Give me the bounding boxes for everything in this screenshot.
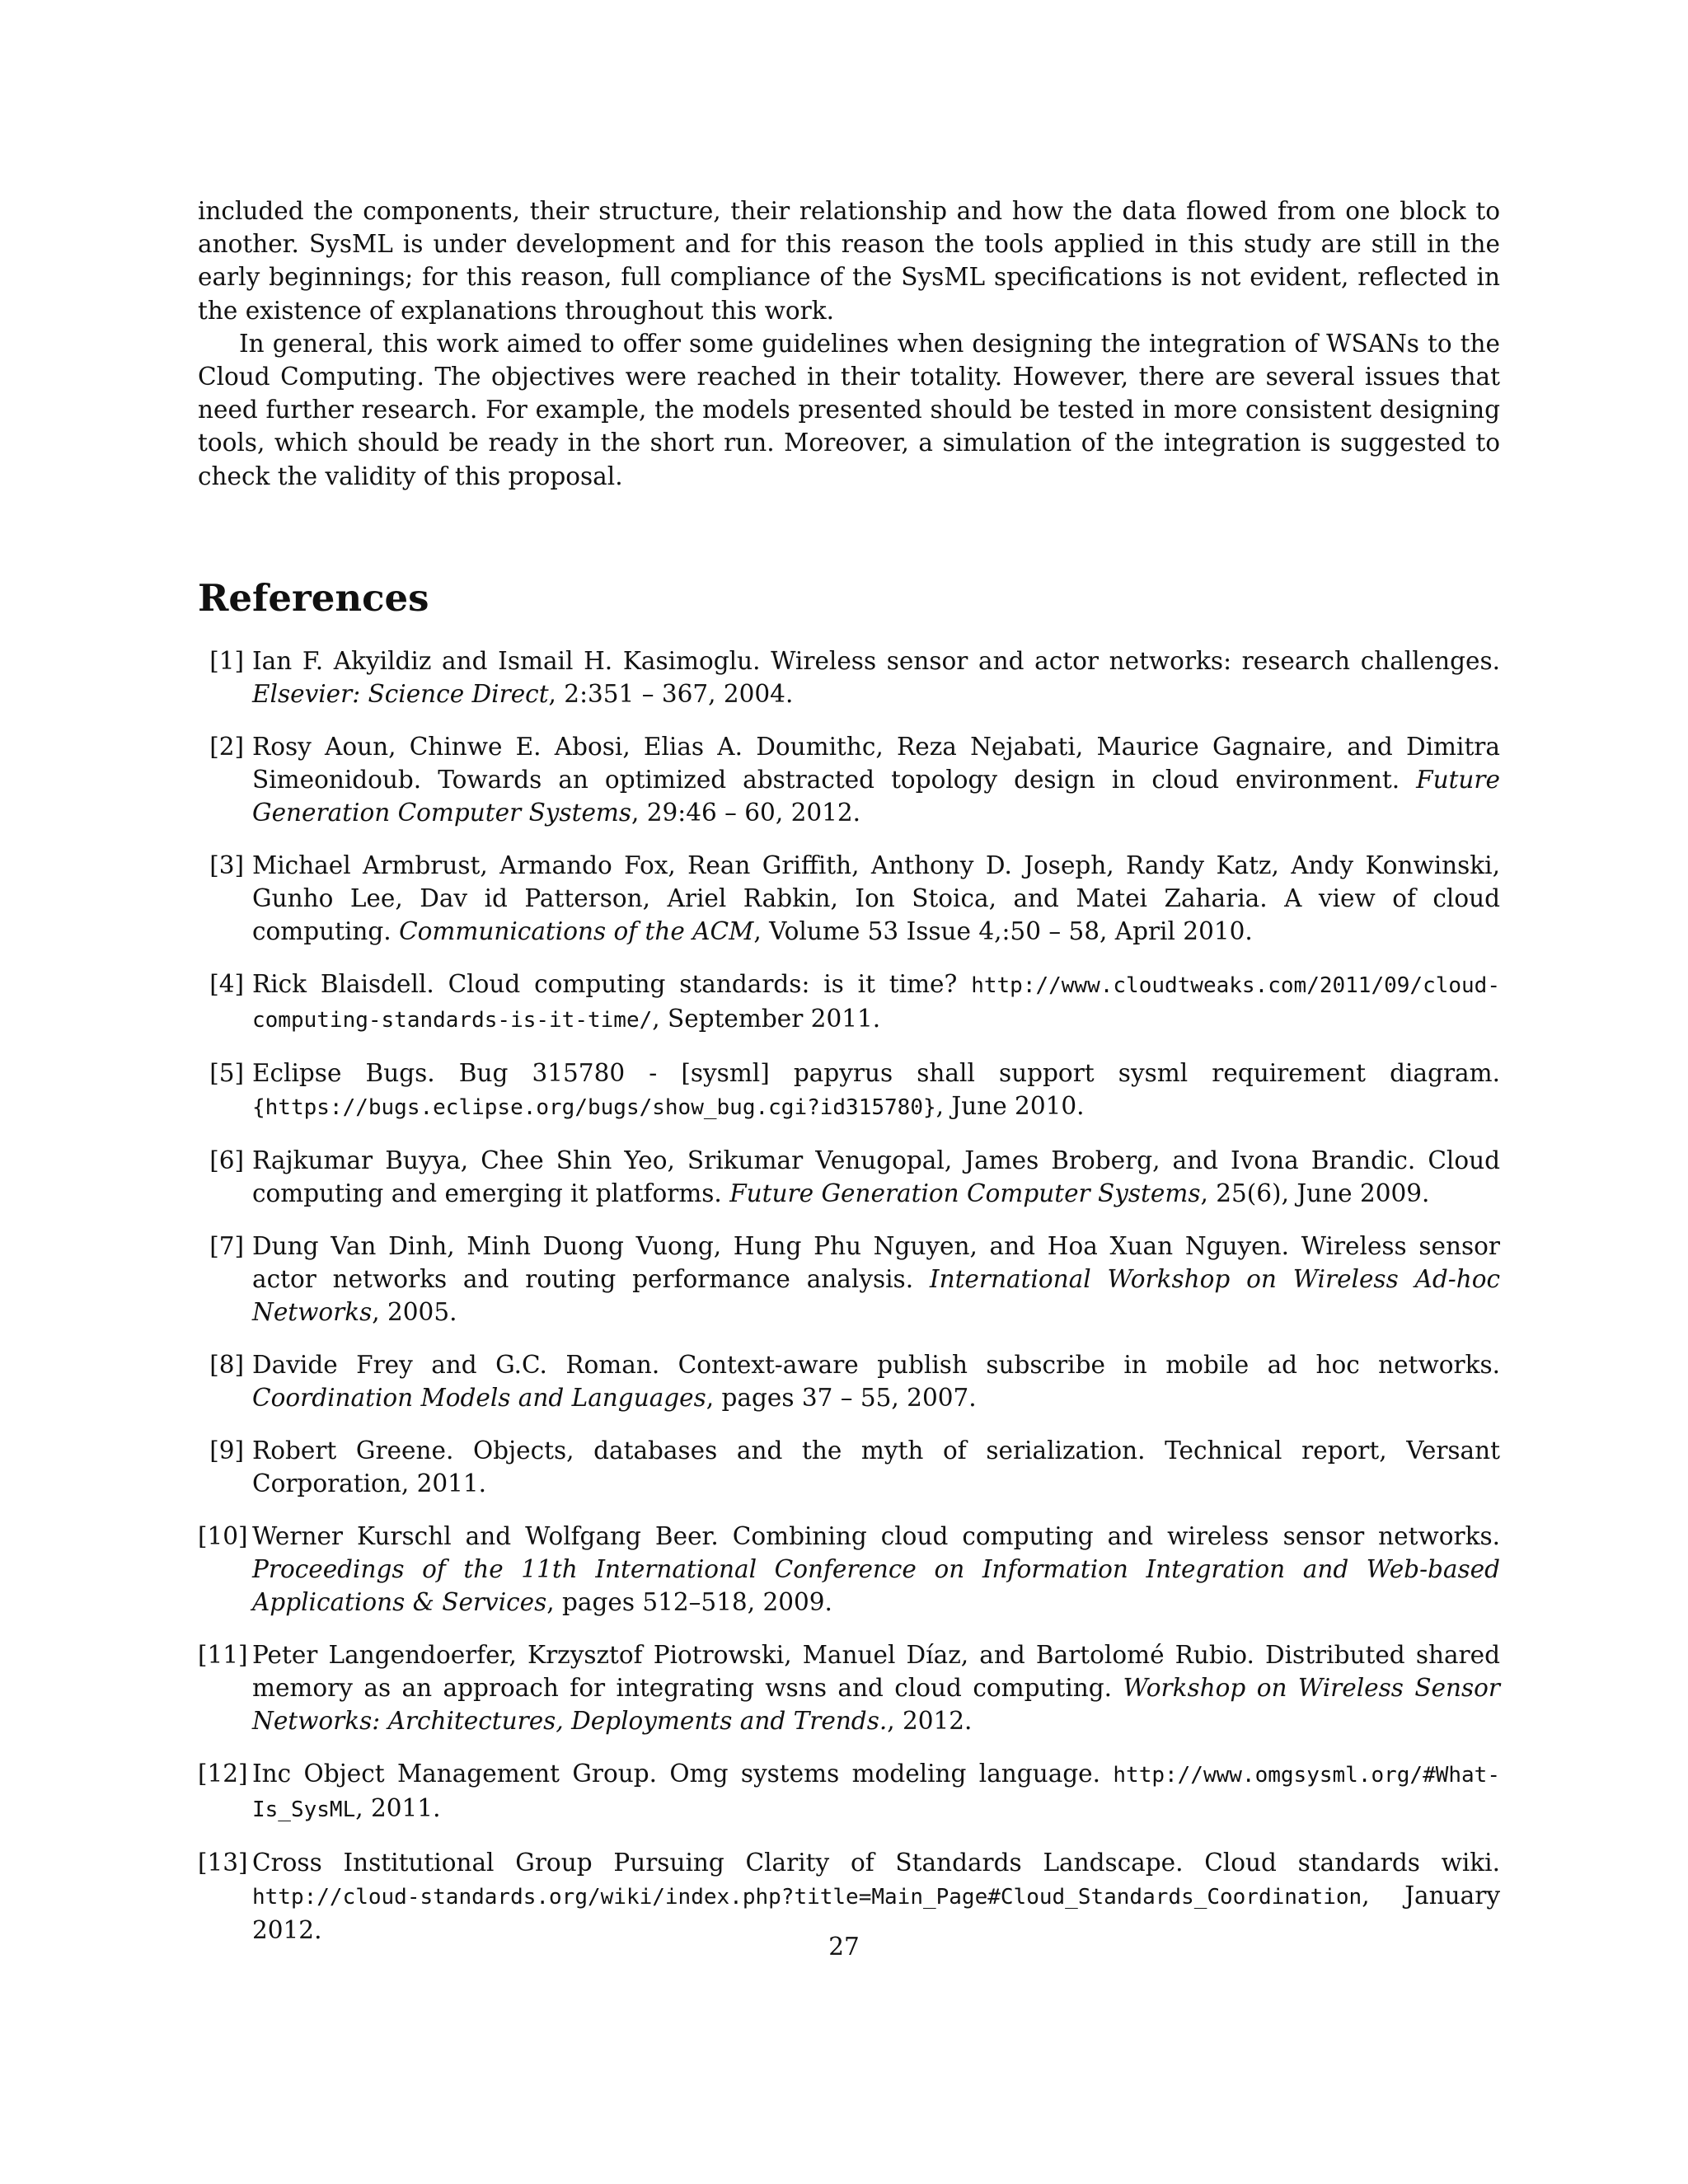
reference-number: [3] xyxy=(209,851,244,879)
references-heading: References xyxy=(198,575,429,620)
reference-details: , Volume 53 Issue 4,:50 – 58, April 2010. xyxy=(753,916,1253,945)
reference-details: , pages 512–518, 2009. xyxy=(546,1587,832,1616)
body-paragraph-1: included the components, their structure, their relationship and how the data flowed from one block to another. SysML is under development and for this reason the tools applied in this study are still in the early beginnings; for this reason, full compliance of the SysML specifications is not evident, reflected in the existence of explanations throughout this work. xyxy=(198,197,1500,325)
reference-item xyxy=(198,1638,1500,1737)
reference-details: , 2011. xyxy=(355,1793,441,1822)
reference-text: Robert Greene. Objects, databases and the myth of serialization. Technical report, Versant Corporation, 2011. xyxy=(252,1436,1500,1497)
reference-item xyxy=(198,968,1500,1037)
reference-venue: Future Generation Computer Systems xyxy=(729,1179,1201,1207)
reference-item xyxy=(198,1757,1500,1826)
reference-text: Rajkumar Buyya, Chee Shin Yeo, Srikumar Venugopal, James Broberg, and Ivona Brandic. Cloud computing and emerging it platforms. xyxy=(252,1146,1500,1207)
reference-url-link[interactable]: {https://bugs.eclipse.org/bugs/show_bug.cgi?id315780} xyxy=(252,1094,936,1120)
reference-number: [12] xyxy=(198,1759,248,1788)
reference-venue: Communications of the ACM xyxy=(399,916,754,945)
reference-item xyxy=(198,849,1500,948)
reference-number: [9] xyxy=(209,1436,244,1465)
reference-url-link[interactable]: http://cloud-standards.org/wiki/index.php?title=Main_Page#Cloud_Standards_Coordination xyxy=(252,1884,1362,1910)
reference-text: Werner Kurschl and Wolfgang Beer. Combining cloud computing and wireless sensor networks. xyxy=(252,1521,1500,1550)
reference-venue: Future Generation Computer Systems xyxy=(252,765,1500,827)
reference-item xyxy=(198,730,1500,829)
reference-text: Michael Armbrust, Armando Fox, Rean Griffith, Anthony D. Joseph, Randy Katz, Andy Konwinski, Gunho Lee, Dav id Patterson, Ariel Rabkin, Ion Stoica, and Matei Zaharia. A view of cloud computing. xyxy=(252,851,1500,945)
reference-item xyxy=(198,1520,1500,1619)
reference-list xyxy=(198,644,1500,1947)
reference-text: Inc Object Management Group. Omg systems modeling language. xyxy=(252,1759,1100,1788)
reference-text: Ian F. Akyildiz and Ismail H. Kasimoglu. Wireless sensor and actor networks: research challenges. xyxy=(252,646,1500,675)
reference-item xyxy=(198,1230,1500,1329)
reference-venue: Coordination Models and Languages xyxy=(252,1383,706,1412)
reference-details: , 25(6), June 2009. xyxy=(1200,1179,1430,1207)
reference-item xyxy=(198,1057,1500,1124)
body-paragraph-2: In general, this work aimed to offer some guidelines when designing the integration of WSANs to the Cloud Computing. The objectives were reached in their totality. However, there are several issues that need further research. For example, the models presented should be tested in more consistent designing tools, which should be ready in the short run. Moreover, a simulation of the integration is suggested to check the validity of this proposal. xyxy=(198,329,1500,490)
reference-number: [5] xyxy=(209,1058,244,1087)
reference-details: , pages 37 – 55, 2007. xyxy=(706,1383,977,1412)
reference-item xyxy=(198,1434,1500,1500)
reference-item xyxy=(198,1144,1500,1210)
reference-details: , 2005. xyxy=(372,1297,457,1326)
reference-number: [6] xyxy=(209,1146,244,1174)
reference-url-link[interactable]: http://www.cloudtweaks.com/2011/09/cloud-computing-standards-is-it-time/ xyxy=(252,972,1500,1033)
reference-details: , September 2011. xyxy=(652,1004,881,1033)
reference-details: , 29:46 – 60, 2012. xyxy=(631,798,861,827)
reference-venue: Elsevier: Science Direct xyxy=(252,679,549,708)
reference-venue: International Workshop on Wireless Ad-hoc Networks xyxy=(252,1264,1500,1326)
reference-details: , June 2010. xyxy=(935,1091,1085,1120)
reference-item xyxy=(198,644,1500,710)
reference-venue: Proceedings of the 11th International Conference on Information Integration and Web-based Applications & Services xyxy=(252,1554,1500,1616)
reference-number: [2] xyxy=(209,732,244,761)
reference-number: [7] xyxy=(209,1231,244,1260)
reference-number: [4] xyxy=(209,969,244,998)
reference-number: [10] xyxy=(198,1521,248,1550)
reference-number: [13] xyxy=(198,1848,248,1877)
reference-text: Davide Frey and G.C. Roman. Context-aware publish subscribe in mobile ad hoc networks. xyxy=(252,1350,1500,1379)
page-content xyxy=(198,194,1500,1966)
reference-number: [1] xyxy=(209,646,244,675)
page-number: 27 xyxy=(828,1933,860,1961)
reference-number: [8] xyxy=(209,1350,244,1379)
reference-text: Cross Institutional Group Pursuing Clarity of Standards Landscape. Cloud standards wiki. xyxy=(252,1848,1500,1877)
reference-venue: Workshop on Wireless Sensor Networks: Architectures, Deployments and Trends. xyxy=(252,1673,1500,1735)
reference-details: , 2:351 – 367, 2004. xyxy=(548,679,794,708)
reference-text: Rick Blaisdell. Cloud computing standards: is it time? xyxy=(252,969,958,998)
reference-item xyxy=(198,1348,1500,1414)
reference-url-link[interactable]: http://www.omgsysml.org/#What-Is_SysML xyxy=(252,1762,1500,1822)
reference-text: Dung Van Dinh, Minh Duong Vuong, Hung Phu Nguyen, and Hoa Xuan Nguyen. Wireless sensor actor networks and routing performance analysis. xyxy=(252,1231,1500,1293)
reference-details: , January 2012. xyxy=(252,1881,1500,1944)
reference-text: Peter Langendoerfer, Krzysztof Piotrowski, Manuel Díaz, and Bartolomé Rubio. Distributed shared memory as an approach for integrating wsns and cloud computing. xyxy=(252,1640,1500,1702)
reference-details: , 2012. xyxy=(887,1706,973,1735)
reference-number: [11] xyxy=(198,1640,248,1669)
reference-text: Rosy Aoun, Chinwe E. Abosi, Elias A. Doumithc, Reza Nejabati, Maurice Gagnaire, and Dimitra Simeonidoub. Towards an optimized abstracted topology design in cloud environment. xyxy=(252,732,1500,794)
reference-text: Eclipse Bugs. Bug 315780 - [sysml] papyrus shall support sysml requirement diagram. xyxy=(252,1058,1500,1087)
